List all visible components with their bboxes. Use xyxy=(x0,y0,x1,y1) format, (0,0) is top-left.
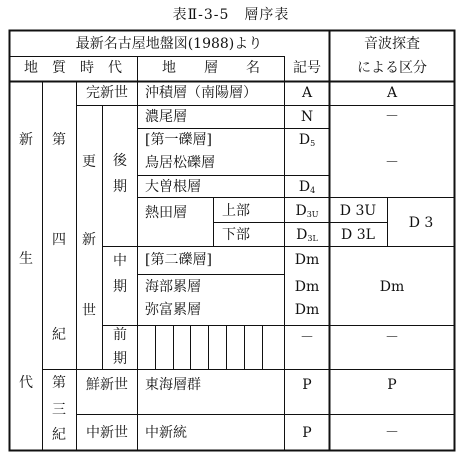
period-char: 四 xyxy=(52,232,66,248)
layer-name: 弥富累層 xyxy=(145,302,201,318)
layer-name: 熱田層 xyxy=(145,205,187,221)
period-char: 紀 xyxy=(52,327,66,343)
layer-symbol: P xyxy=(302,377,312,393)
layer-name: 中新統 xyxy=(145,425,187,441)
stage-middle-char: 期 xyxy=(113,279,127,295)
stage-early-char: 期 xyxy=(113,351,127,367)
layer-name: 鳥居松礫層 xyxy=(145,155,215,171)
epoch-pleistocene-char: 更 xyxy=(82,154,96,170)
sonic-division: － xyxy=(385,109,399,125)
layer-symbol: $D_{3U}$ xyxy=(295,203,319,219)
era-char: 新 xyxy=(19,132,33,148)
layer-symbol: Dm xyxy=(294,252,320,268)
layer-symbol: － xyxy=(300,330,314,346)
neogene-char: 三 xyxy=(52,402,66,418)
epoch-miocene: 中新世 xyxy=(86,425,128,441)
layer-name: 濃尾層 xyxy=(145,109,187,125)
sublayer-upper: 上部 xyxy=(222,203,250,219)
sonic-division: D 3L xyxy=(341,227,375,243)
neogene-char: 紀 xyxy=(52,427,66,443)
layer-name: [第一礫層] xyxy=(145,132,212,148)
geologic-time-header: 地 質 時 代 xyxy=(24,60,122,76)
layer-symbol: $D_4$ xyxy=(298,179,316,195)
layer-symbol: $D_5$ xyxy=(298,132,316,148)
neogene-char: 第 xyxy=(52,375,66,391)
sonic-division: － xyxy=(385,155,399,171)
stage-late-char: 期 xyxy=(113,179,127,195)
epoch-pliocene: 鮮新世 xyxy=(86,377,128,393)
layer-symbol: P xyxy=(302,425,312,441)
sonic-division: Dm xyxy=(379,279,405,295)
sublayer-lower: 下部 xyxy=(222,227,250,243)
layer-symbol: A xyxy=(301,85,313,101)
layer-name: [第二礫層] xyxy=(145,252,212,268)
stage-early-char: 前 xyxy=(113,327,127,343)
stage-middle-char: 中 xyxy=(113,253,127,269)
layer-symbol: Dm xyxy=(294,279,320,295)
sonic-header: 音波探査 xyxy=(364,36,420,52)
table-caption: 表Ⅱ-3-5 層序表 xyxy=(172,7,290,23)
layer-name: 東海層群 xyxy=(145,377,201,393)
layer-symbol: N xyxy=(300,109,314,125)
layer-symbol: Dm xyxy=(294,302,320,318)
symbol-header: 記号 xyxy=(293,60,321,76)
layer-name: 海部累層 xyxy=(145,279,201,295)
epoch-pleistocene-char: 新 xyxy=(82,232,96,248)
period-char: 第 xyxy=(52,132,66,148)
layer-name: 沖積層（南陽層） xyxy=(145,85,257,101)
layer-symbol: $D_{3L}$ xyxy=(296,227,318,243)
epoch-pleistocene-char: 世 xyxy=(82,303,96,319)
source-header: 最新名古屋地盤図(1988)より xyxy=(75,36,263,52)
sonic-division: D 3 xyxy=(408,215,434,231)
sonic-division: － xyxy=(385,330,399,346)
sonic-division: A xyxy=(386,85,398,101)
sonic-division: － xyxy=(385,425,399,441)
sonic-division: P xyxy=(387,377,397,393)
layer-name: 大曽根層 xyxy=(145,179,201,195)
sonic-division-header: による区分 xyxy=(357,60,427,76)
era-char: 代 xyxy=(19,375,33,391)
era-char: 生 xyxy=(19,251,33,267)
stage-late-char: 後 xyxy=(113,153,127,169)
epoch-holocene: 完新世 xyxy=(86,85,128,101)
sonic-division: D 3U xyxy=(339,203,377,219)
layer-name-header: 地 層 名 xyxy=(162,60,260,76)
